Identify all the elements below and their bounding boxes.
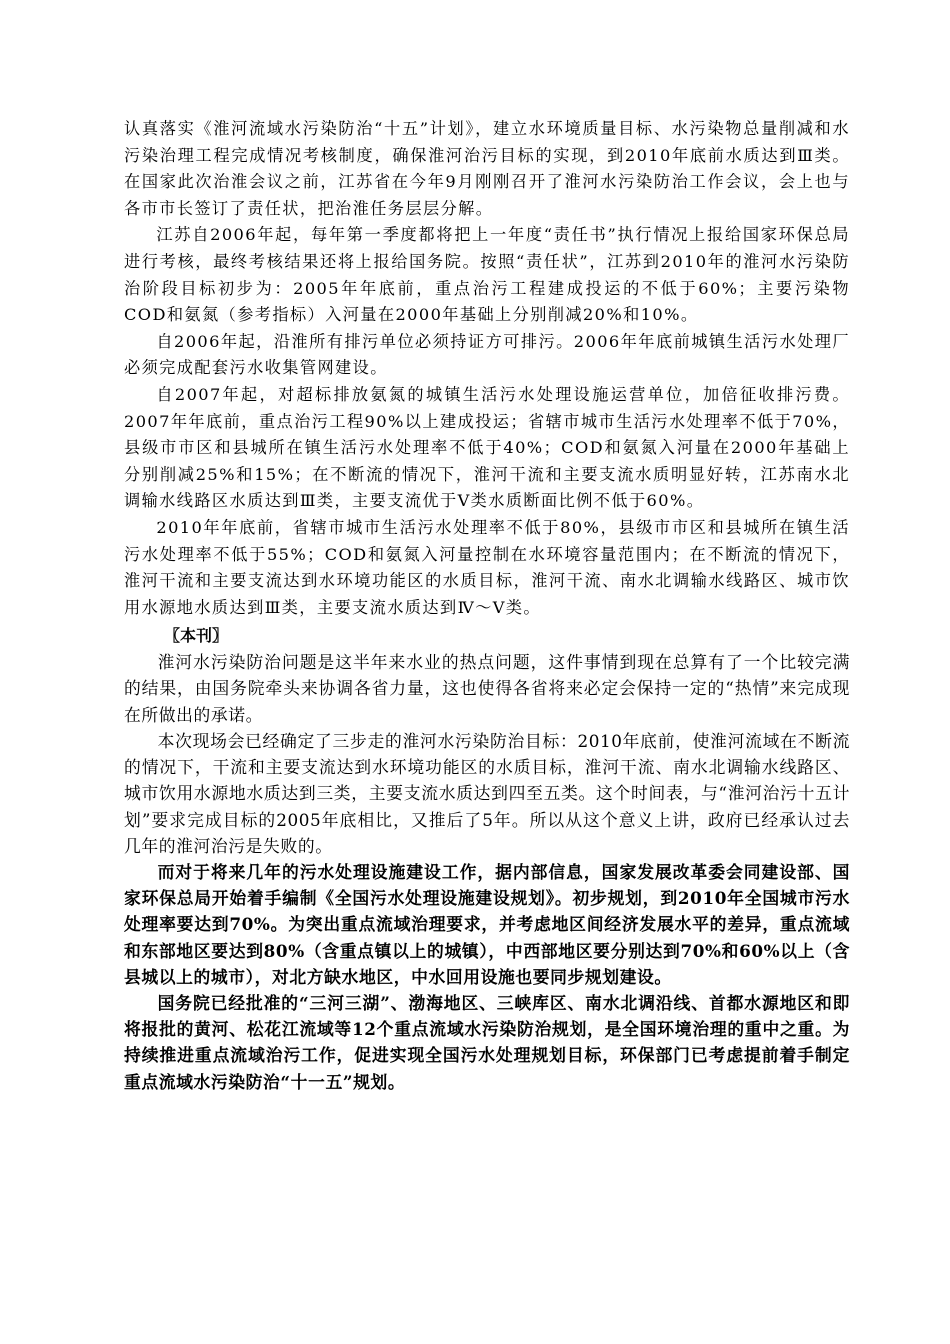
paragraph-1: 认真落实《淮河流域水污染防治“十五”计划》，建立水环境质量目标、水污染物总量削减和水污染治理工程完成情况考核制度，确保淮河治污目标的实现，到2010年底前水质达到Ⅲ类。在国家此次治淮会议之前，江苏省在今年9月刚刚召开了淮河水污染防治工作会议，会上也与各市市长签订了责任状，把治淮任务层层分解。 [124,119,850,218]
paragraph-3: 自2006年起，沿淮所有排污单位必须持证方可排污。2006年年底前城镇生活污水处理厂必须完成配套污水收集管网建设。 [124,331,850,378]
commentary-paragraph-2: 本次现场会已经确定了三步走的淮河水污染防治目标：2010年底前，使淮河流域在不断流的情况下，干流和主要支流达到水环境功能区的水质目标，淮河干流、南水北调输水线路区、城市饮用水源地水质达到三类，主要支流水质达到四至五类。这个时间表，与“淮河治污十五计划”要求完成目标的2005年底相比，又推后了5年。所以从这个意义上讲，政府已经承认过去几年的淮河治污是失败的。 [124,730,850,856]
paragraph-5: 2010年年底前，省辖市城市生活污水处理率不低于80%，县级市市区和县城所在镇生活污水处理率不低于55%；COD和氨氮入河量控制在水环境容量范围内；在不断流的情况下，淮河干流和主要支流达到水环境功能区的水质目标，淮河干流、南水北调输水线路区、城市饮用水源地水质达到Ⅲ类，主要支流水质达到Ⅳ～Ⅴ类。 [124,517,850,617]
section-heading: 〖本刊〗 [164,626,229,646]
commentary-paragraph-1: 淮河水污染防治问题是这半年来水业的热点问题，这件事情到现在总算有了一个比较完满的结果，由国务院牵头来协调各省力量，这也使得各省将来必定会保持一定的“热情”来完成现在所做出的承诺。 [124,652,850,725]
document-page [124,116,850,1095]
paragraph-2: 江苏自2006年起，每年第一季度都将把上一年度“责任书”执行情况上报给国家环保总局进行考核，最终考核结果还将上报给国务院。按照“责任状”，江苏到2010年的淮河水污染防治阶段目标初步为：2005年年底前，重点治污工程建成投运的不低于60%；主要污染物COD和氨氮（参考指标）入河量在2000年基础上分别削减20%和10%。 [124,225,850,325]
paragraph-4: 自2007年起，对超标排放氨氮的城镇生活污水处理设施运营单位，加倍征收排污费。2007年年底前，重点治污工程90%以上建成投运；省辖市城市生活污水处理率不低于70%，县级市市区和县城所在镇生活污水处理率不低于40%；COD和氨氮入河量在2000年基础上分别削减25%和15%；在不断流的情况下，淮河干流和主要支流水质明显好转，江苏南水北调输水线路区水质达到Ⅲ类，主要支流优于Ⅴ类水质断面比例不低于60%。 [124,384,850,511]
bold-paragraph-2: 国务院已经批准的“三河三湖”、渤海地区、三峡库区、南水北调沿线、首都水源地区和即将报批的黄河、松花江流域等12个重点流域水污染防治规划，是全国环境治理的重中之重。为持续推进重点流域治污工作，促进实现全国污水处理规划目标，环保部门已考虑提前着手制定重点流域水污染防治“十一五”规划。 [124,992,850,1092]
bold-paragraph-1: 而对于将来几年的污水处理设施建设工作，据内部信息，国家发展改革委会同建设部、国家环保总局开始着手编制《全国污水处理设施建设规划》。初步规划，到2010年全国城市污水处理率要达到70%。为突出重点流域治理要求，并考虑地区间经济发展水平的差异，重点流域和东部地区要达到80%（含重点镇以上的城镇），中西部地区要分别达到70%和60%以上（含县城以上的城市），对北方缺水地区，中水回用设施也要同步规划建设。 [124,861,850,987]
